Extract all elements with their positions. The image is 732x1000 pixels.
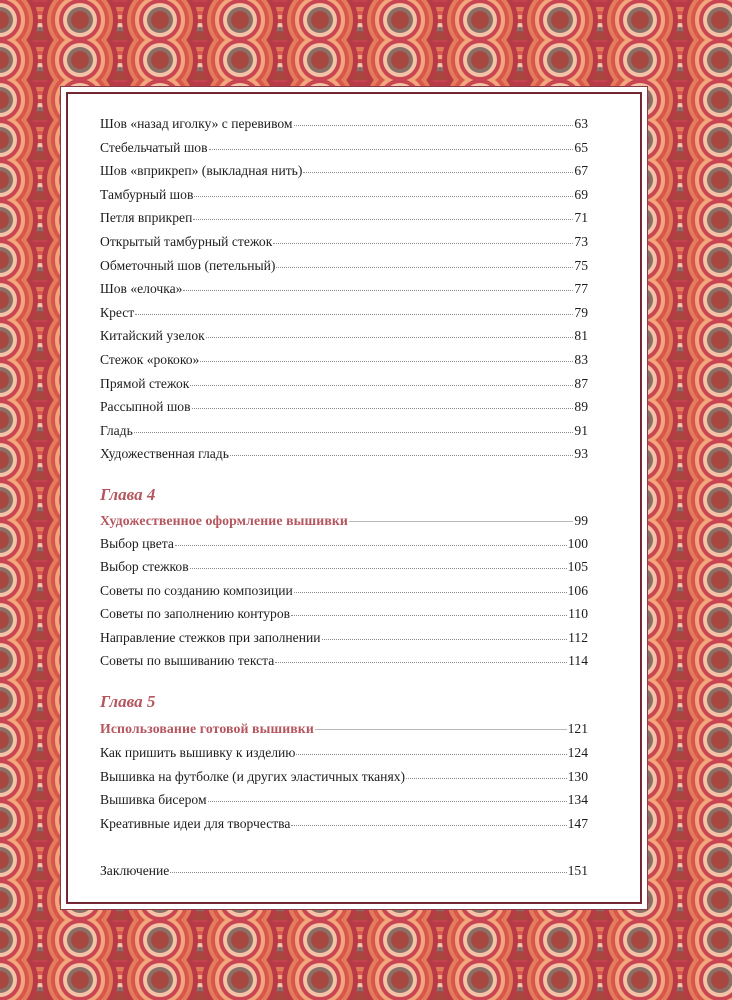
- toc-entry: [100, 210, 588, 232]
- toc-entry-title: Петля вприкреп: [100, 210, 193, 226]
- chapter5-section-page: 121: [567, 721, 588, 736]
- chapter4-section-row: [100, 513, 588, 535]
- leader-line: [303, 172, 573, 173]
- leader-line: [134, 432, 574, 433]
- toc-entry-page: 147: [567, 815, 588, 831]
- leader-line: [294, 592, 567, 593]
- toc-entry: [100, 583, 588, 605]
- toc-entry-title: Гладь: [100, 422, 133, 438]
- toc-entry-page: 110: [568, 606, 588, 622]
- toc-entry-page: 79: [574, 304, 588, 320]
- chapter4-section-page: 99: [574, 513, 588, 528]
- leader-line: [209, 149, 574, 150]
- toc-entry-title: Китайский узелок: [100, 328, 205, 344]
- toc-entry-page: 114: [568, 653, 588, 668]
- leader-line: [170, 872, 566, 873]
- chapter4-heading: Глава 4: [100, 485, 156, 504]
- leader-line: [349, 521, 573, 522]
- toc-entry-title: Прямой стежок: [100, 375, 190, 391]
- leader-line: [175, 545, 567, 546]
- leader-line: [194, 196, 573, 197]
- leader-line: [322, 639, 568, 640]
- conclusion-page: 151: [567, 863, 588, 878]
- toc-entry-page: 63: [574, 116, 588, 131]
- toc-entry-title: Стежок «рококо»: [100, 352, 200, 367]
- toc-entry-title: Креативные идеи для творчества: [100, 815, 291, 831]
- toc-entry-page: 124: [567, 745, 588, 760]
- toc-page: [67, 93, 641, 903]
- toc-entry-title: Выбор цвета: [100, 536, 174, 551]
- toc-entry-page: 69: [574, 186, 588, 202]
- leader-line: [406, 778, 567, 779]
- toc-entry-title: Вышивка на футболке (и других эластичных тканях): [100, 768, 406, 784]
- toc-entry: [100, 745, 588, 767]
- toc-entry-page: 67: [574, 163, 588, 179]
- toc-entry-title: Стебельчатый шов: [100, 139, 208, 155]
- toc-entry-page: 100: [567, 536, 588, 551]
- toc-entry: [100, 187, 588, 209]
- toc-entry-page: 81: [574, 328, 588, 344]
- toc-entry: [100, 792, 588, 814]
- toc-entry-page: 91: [574, 422, 588, 438]
- toc-entry: [100, 606, 588, 628]
- toc-entry: [100, 769, 588, 791]
- toc-entry: [100, 352, 588, 374]
- toc-entry-page: 134: [567, 792, 588, 808]
- toc-entry: [100, 630, 588, 652]
- leader-line: [192, 408, 574, 409]
- toc-entry: [100, 559, 588, 581]
- leader-line: [291, 615, 567, 616]
- toc-entry-page: 71: [574, 210, 588, 226]
- conclusion-row: [100, 863, 588, 885]
- leader-line: [183, 290, 573, 291]
- toc-entry-title: Шов «назад иголку» с перевивом: [100, 116, 293, 131]
- toc-entry: [100, 258, 588, 280]
- toc-entry: [100, 234, 588, 256]
- toc-entry-title: Тамбурный шов: [100, 186, 194, 202]
- leader-line: [273, 243, 573, 244]
- toc-entry: [100, 140, 588, 162]
- toc-entry-page: 105: [567, 559, 588, 575]
- leader-line: [275, 662, 567, 663]
- toc-entry-title: Открытый тамбурный стежок: [100, 234, 273, 249]
- toc-entry-page: 65: [574, 139, 588, 155]
- leader-line: [135, 314, 573, 315]
- toc-entry: [100, 653, 588, 675]
- conclusion-title: Заключение: [100, 863, 170, 878]
- toc-entry-title: Как пришить вышивку к изделию: [100, 745, 296, 760]
- toc-entry-title: Художественная гладь: [100, 446, 229, 462]
- toc-entry-page: 73: [574, 234, 588, 249]
- leader-line: [230, 455, 573, 456]
- toc-entry: [100, 816, 588, 838]
- toc-entry: [100, 281, 588, 303]
- toc-entry-page: 87: [574, 375, 588, 391]
- toc-entry-title: Направление стежков при заполнении: [100, 629, 321, 645]
- leader-line: [294, 125, 574, 126]
- leader-line: [296, 754, 566, 755]
- chapter5-heading: Глава 5: [100, 692, 156, 711]
- toc-entry-title: Рассыпной шов: [100, 399, 191, 415]
- leader-line: [206, 337, 574, 338]
- toc-entry: [100, 328, 588, 350]
- toc-entry: [100, 116, 588, 138]
- toc-entry: [100, 305, 588, 327]
- leader-line: [200, 361, 573, 362]
- leader-line: [193, 219, 573, 220]
- leader-line: [190, 385, 573, 386]
- toc-entry-page: 112: [568, 629, 588, 645]
- toc-entry-page: 93: [574, 446, 588, 462]
- toc-entry-title: Советы по созданию композиции: [100, 582, 293, 598]
- toc-entry: [100, 423, 588, 445]
- toc-entry-title: Советы по вышиванию текста: [100, 653, 275, 668]
- leader-line: [315, 729, 567, 730]
- toc-entry-page: 77: [574, 281, 588, 297]
- toc-entry-title: Советы по заполнению контуров: [100, 606, 291, 622]
- leader-line: [190, 568, 567, 569]
- toc-entry-title: Шов «елочка»: [100, 281, 183, 297]
- leader-line: [276, 267, 573, 268]
- toc-entry: [100, 536, 588, 558]
- toc-entry-page: 89: [574, 399, 588, 415]
- leader-line: [208, 801, 567, 802]
- toc-entry-page: 83: [574, 352, 588, 367]
- chapter5-section-row: [100, 721, 588, 743]
- toc-entry-title: Шов «вприкреп» (выкладная нить): [100, 163, 303, 179]
- toc-entry-title: Крест: [100, 304, 135, 320]
- toc-entry-title: Обметочный шов (петельный): [100, 257, 276, 273]
- toc-entry: [100, 163, 588, 185]
- leader-line: [291, 825, 566, 826]
- toc-entry-title: Вышивка бисером: [100, 792, 207, 808]
- toc-entry-page: 106: [567, 582, 588, 598]
- chapter5-section-title: Использование готовой вышивки: [100, 721, 314, 736]
- chapter4-section-title: Художественное оформление вышивки: [100, 513, 348, 528]
- toc-entry-title: Выбор стежков: [100, 559, 189, 575]
- toc-entry: [100, 376, 588, 398]
- toc-entry-page: 75: [574, 257, 588, 273]
- toc-entry-page: 130: [567, 768, 588, 784]
- toc-entry: [100, 446, 588, 468]
- toc-entry: [100, 399, 588, 421]
